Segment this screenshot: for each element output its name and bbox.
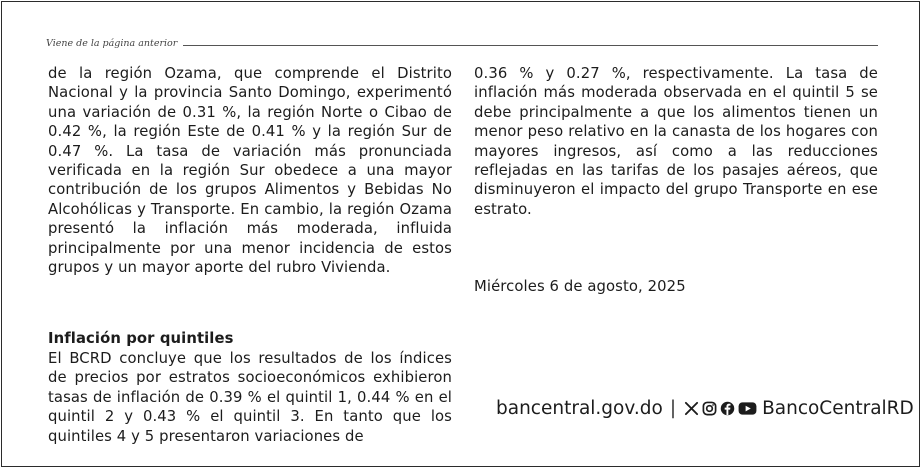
- continued-label: Viene de la página anterior: [46, 38, 178, 49]
- social-icons: [684, 401, 757, 416]
- section-title: Inflación por quintiles: [48, 330, 234, 348]
- right-column: [474, 64, 878, 297]
- instagram-icon[interactable]: [702, 401, 717, 416]
- separator: |: [669, 398, 677, 419]
- website-link[interactable]: bancentral.gov.do: [496, 398, 663, 419]
- paragraph-regions: de la región Ozama, que comprende el Distrito Nacional y la provincia Santo Domingo, experimentó una variación de 0.31 %, la región Norte o Cibao de 0.42 %, la región Este de 0.41 % y la región Sur de 0.47 %. La tasa de variación más pronunciada verificada en la región Sur obedece a una mayor contribución de los grupos Alimentos y Bebidas No Alcohólicas y Transporte. En cambio, la región Ozama presentó la inflación más moderada, influida principalmente por una menor incidencia de estos grupos y un mayor aporte del rubro Vivienda.: [48, 65, 452, 277]
- publication-date: Miércoles 6 de agosto, 2025: [474, 278, 686, 296]
- facebook-icon[interactable]: [720, 401, 735, 416]
- youtube-icon[interactable]: [738, 401, 757, 416]
- continued-header: [46, 38, 878, 49]
- header-rule: [183, 45, 878, 46]
- social-handle[interactable]: BancoCentralRD: [762, 398, 914, 419]
- x-icon[interactable]: [684, 401, 699, 416]
- left-column: [48, 64, 452, 446]
- document-page: [1, 1, 920, 467]
- paragraph-quintiles: El BCRD concluye que los resultados de los índices de precios por estratos socioeconómicos exhibieron tasas de inflación de 0.39 % el quintil 1, 0.44 % en el quintil 2 y 0.43 % el quintil 3. En tanto que los quintiles 4 y 5 presentaron variaciones de: [48, 349, 452, 445]
- paragraph-quintile-5: 0.36 % y 0.27 %, respectivamente. La tasa de inflación más moderada observada en el quintil 5 se debe principalmente a que los alimentos tienen un menor peso relativo en la canasta de los hogares con mayores ingresos, así como a las reducciones reflejadas en las tarifas de los pasajes aéreos, que disminuyeron el impacto del grupo Transporte en ese estrato.: [474, 65, 878, 218]
- footer: [496, 398, 914, 419]
